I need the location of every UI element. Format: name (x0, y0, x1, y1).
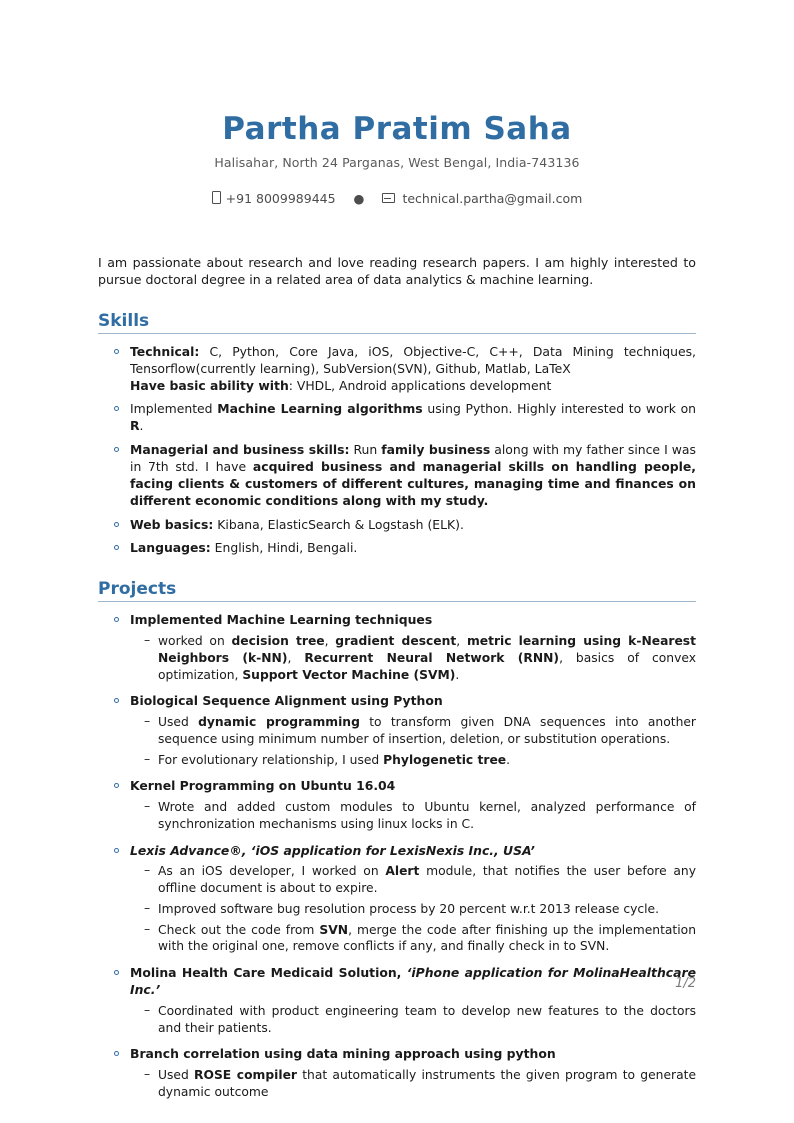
registered-icon: ® (229, 842, 242, 858)
list-item (144, 863, 696, 896)
detail-bold: SVN (319, 922, 349, 937)
email-address[interactable]: technical.partha@gmail.com (402, 191, 583, 207)
skill-text-technical: C, Python, Core Java, iOS, Objective-C, C++, Data Mining techniques, Tensorflow(currently learning), SubVersion(SVN), Github, Matlab, LaTeX (130, 343, 696, 376)
skill-bold-ml-2: R (130, 418, 140, 434)
skill-text-languages: English, Hindi, Bengali. (210, 540, 358, 556)
project-details (130, 1003, 696, 1036)
phone-number: +91 8009989445 (225, 191, 336, 207)
project-title: Kernel Programming on Ubuntu 16.04 (130, 778, 396, 794)
skill-label-basic: Have basic ability with (130, 377, 289, 393)
detail-text: that automatically instruments the given program to generate dynamic outcome (158, 1068, 697, 1099)
list-item (114, 442, 696, 509)
skill-text-managerial-2: along with my father since I was in 7th std. I have (130, 442, 696, 474)
contact-row (98, 191, 696, 206)
section-title-skills: Skills (98, 310, 150, 331)
list-item (114, 517, 696, 534)
detail-text: Improved software bug resolution process by 20 percent w.r.t 2013 release cycle. (158, 901, 660, 916)
skill-text-ml-2: using Python. Highly interested to work on (422, 401, 696, 417)
project-details (130, 863, 696, 955)
list-item (114, 965, 696, 1036)
detail-bold: dynamic programming (198, 715, 360, 730)
detail-text: As an iOS developer, I worked on (158, 864, 386, 879)
detail-text: For evolutionary relationship, I used (158, 752, 384, 767)
list-item (144, 799, 696, 832)
list-item (114, 612, 696, 683)
detail-text: module, that notifies the user before any offline document is about to expire. (158, 864, 696, 896)
list-item (144, 633, 696, 683)
skill-label-web: Web basics: (130, 516, 214, 532)
skill-text-ml-3: . (139, 418, 144, 434)
projects-list (98, 612, 696, 1100)
page-title: Partha Pratim Saha (222, 111, 572, 147)
detail-bold: Recurrent Neural Network (RNN) (304, 650, 560, 665)
project-title-molina-sub: ‘iPhone application for MolinaHealthcare Inc.’ (130, 965, 696, 997)
detail-text: Used (158, 715, 199, 730)
project-title-molina: Molina Health Care Medicaid Solution, (130, 965, 407, 981)
detail-bold: ROSE compiler (194, 1068, 297, 1083)
skill-text-web: Kibana, ElasticSearch & Logstash (ELK). (213, 516, 464, 532)
detail-bold: gradient descent (335, 634, 457, 649)
detail-text: , (456, 634, 467, 649)
projects-section (98, 612, 696, 1100)
list-item (144, 752, 696, 769)
detail-bold: Alert (385, 864, 420, 879)
list-item (144, 1067, 696, 1100)
detail-text: . (455, 667, 460, 682)
detail-text: Coordinated with product engineering team to develop new features to the doctors and their patients. (158, 1003, 696, 1035)
list-item (144, 901, 696, 918)
skill-label-languages: Languages: (130, 540, 211, 556)
list-item (114, 1046, 696, 1100)
skills-list (98, 344, 696, 557)
detail-bold: Support Vector Machine (SVM) (242, 667, 456, 682)
project-details (130, 799, 696, 832)
skill-label-technical: Technical: (130, 343, 200, 359)
detail-text: worked on (158, 634, 232, 649)
list-item (114, 693, 696, 768)
detail-text: Used (158, 1068, 195, 1083)
section-rule-skills (98, 333, 696, 334)
list-item (114, 344, 696, 395)
detail-text: , (324, 634, 336, 649)
list-item (114, 401, 696, 435)
list-item (114, 778, 696, 832)
skill-bold-family-business: family business (381, 442, 491, 458)
skill-bold-ml-1: Machine Learning algorithms (217, 401, 423, 417)
list-item (144, 714, 696, 747)
project-title-lexis: Lexis Advance (130, 842, 230, 858)
project-title: Biological Sequence Alignment using Python (130, 693, 443, 709)
list-item (144, 922, 696, 955)
detail-bold: decision tree (231, 634, 325, 649)
detail-bold: Phylogenetic tree (383, 752, 507, 767)
skill-text-basic: : VHDL, Android applications development (288, 377, 552, 393)
detail-text: Wrote and added custom modules to Ubuntu kernel, analyzed performance of synchronization mechanisms using linux locks in C. (158, 800, 696, 831)
project-details (130, 714, 696, 768)
contact-separator: ● (353, 191, 365, 207)
detail-text: to transform given DNA sequences into another sequence using minimum number of insertion, deletion, or substitution operations. (158, 715, 696, 746)
project-title: Implemented Machine Learning techniques (130, 612, 433, 628)
page-number: 1/2 (675, 976, 696, 991)
detail-text: Check out the code from (158, 922, 320, 937)
skill-text-ml-1: Implemented (130, 401, 218, 417)
detail-bold: metric learning using k-Nearest Neighbors (k-NN) (158, 634, 696, 665)
detail-text: . (506, 752, 511, 767)
project-title-sub: ‘iOS application for LexisNexis Inc., USA’ (250, 842, 535, 858)
phone-icon (212, 191, 221, 204)
address-line: Halisahar, North 24 Parganas, West Bengal, India-743136 (214, 155, 580, 171)
detail-text: , basics of convex optimization, (158, 650, 696, 682)
skill-bold-managerial-detail: acquired business and managerial skills on handling people, facing clients & customers of different cultures, managing time and finances on different economic conditions along with my study. (130, 459, 696, 508)
section-rule-projects (98, 601, 696, 602)
list-item (114, 540, 696, 557)
skill-text-managerial-1: Run (349, 442, 382, 458)
detail-text: , merge the code after finishing up the implementation with the original one, remove conflicts if any, and finally check in to SVN. (158, 922, 696, 954)
section-title-projects: Projects (98, 579, 177, 600)
project-title: Branch correlation using data mining approach using python (130, 1046, 556, 1062)
project-details (130, 1067, 696, 1100)
list-item (144, 1003, 696, 1036)
email-icon (382, 193, 395, 203)
list-item (114, 843, 696, 955)
project-title-sep: , (241, 842, 251, 858)
skill-label-managerial: Managerial and business skills: (130, 442, 350, 458)
detail-text: , (287, 650, 305, 665)
intro-paragraph: I am passionate about research and love reading research papers. I am highly interested to pursue doctoral degree in a related area of data analytics & machine learning. (98, 255, 696, 288)
project-details (130, 633, 696, 683)
